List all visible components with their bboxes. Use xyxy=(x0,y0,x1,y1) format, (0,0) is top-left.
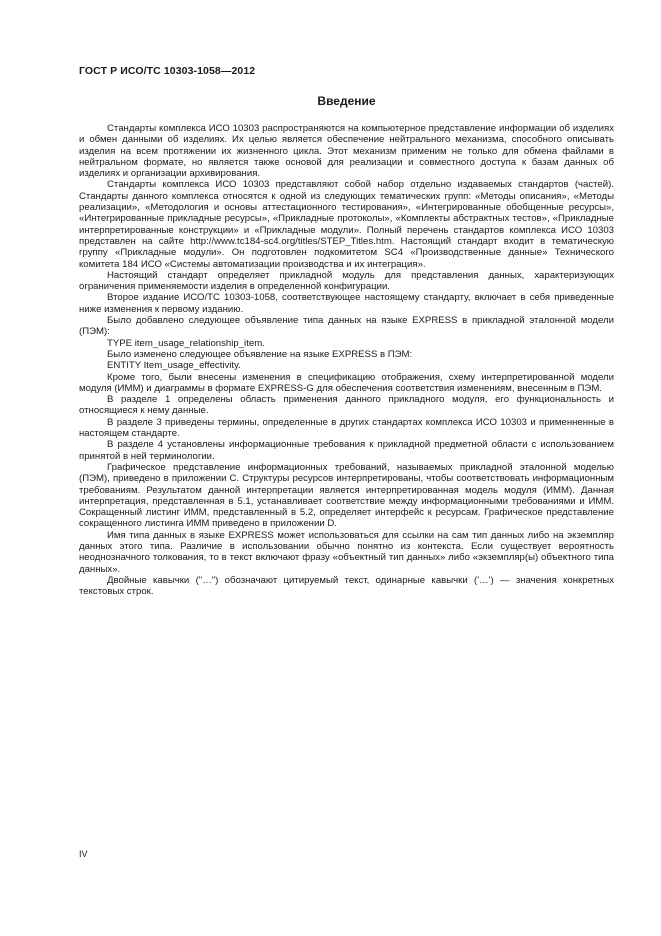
paragraph-5: Было добавлено следующее объявление типа данных на языке EXPRESS в прикладной эталонной модели (ПЭМ): xyxy=(79,315,614,338)
paragraph-11: Графическое представление информационных требований, называемых прикладной эталонной моделью (ПЭМ), приведено в приложении С. Структуры ресурсов интерпретированы, чтобы соответствовать информационным требованиям. Результатом данной интерпретации является интерпретированная модель модуля (ИММ). Данная интерпретация, представленная в 5.1, устанавливает соответствие между информационными требованиями и ИММ. Сокращенный листинг ИММ, представленный в 5.2, определяет интерфейс к ресурсам. Графическое представление сокращенного листинга ИММ приведено в приложении D. xyxy=(79,461,614,530)
paragraph-4: Второе издание ИСО/ТС 10303-1058, соответствующее настоящему стандарту, включает в себя приведенные ниже изменения к первому изданию. xyxy=(79,292,614,315)
paragraph-8: В разделе 1 определены область применения данного прикладного модуля, его функциональность и относящиеся к нему данные. xyxy=(79,394,614,417)
paragraph-3: Настоящий стандарт определяет прикладной модуль для представления данных, характеризующих ограничения применяемости изделия в определенной конфигурации. xyxy=(79,269,614,293)
paragraph-9: В разделе 3 приведены термины, определенные в других стандартах комплекса ИСО 10303 и применненные в настоящем стандарте. xyxy=(79,416,614,440)
paragraph-1: Стандарты комплекса ИСО 10303 распространяются на компьютерное представление информации об изделиях и обмен данными об изделиях. Их целью является обеспечение нейтрального механизма, способного описывать изделия на всем протяжении их жизненного цикла. Этот механизм применим не только для обмена файлами в нейтральном формате, но является также основой для реализации и совместного доступа к базам данных об изделиях и организации архивирования. xyxy=(79,123,614,180)
paragraph-7: Кроме того, были внесены изменения в спецификацию отображения, схему интерпретированной модели модуля (ИММ) и диаграммы в формате EXPRESS-G для обеспечения соответствия изменениям, внесенным в ПЭМ. xyxy=(79,371,614,394)
paragraph-6: Было изменено следующее объявление на языке EXPRESS в ПЭМ: xyxy=(107,348,413,360)
paragraph-13: Двойные кавычки ("…") обозначают цитируемый текст, одинарные кавычки ('…') — значения конкретных текстовых строк. xyxy=(79,574,614,598)
express-entity-line: ENTITY Item_usage_effectivity. xyxy=(107,360,241,372)
document-header: ГОСТ Р ИСО/ТС 10303-1058—2012 xyxy=(79,65,256,77)
paragraph-12: Имя типа данных в языке EXPRESS может использоваться для ссылки на сам тип данных либо на экземпляр данных этого типа. Различие в использовании обычно понятно из контекста. Если существует вероятность неоднозначного толкования, то в текст включают фразу «объектный тип данных» либо «экземпляр(ы) объектного типа данных». xyxy=(79,529,614,575)
body-text xyxy=(79,123,614,597)
paragraph-2: Стандарты комплекса ИСО 10303 представляют собой набор отдельно издаваемых стандартов (частей). Стандарты данного комплекса относятся к одной из следующих тематических групп: «Методы описания», «Методы реализации», «Методология и основы аттестационного тестирования», «Интегрированные обобщенные ресурсы», «Интегрированные прикладные ресурсы», «Прикладные протоколы», «Комплекты абстрактных тестов», «Прикладные интерпретированные конструкции» и «Прикладные модули». Полный перечень стандартов комплекса ИСО 10303 представлен на сайте http://www.tc184-sc4.org/titles/STEP_Titles.htm. Настоящий стандарт входит в тематическую группу «Прикладные модули». Он подготовлен подкомитетом SC4 «Производственные данные» Технического комитета 184 ИСО «Системы автоматизации производства и их интеграция». xyxy=(79,179,614,270)
page-number: IV xyxy=(79,849,88,859)
paragraph-10: В разделе 4 установлены информационные требования к прикладной предметной области с использованием принятой в ней терминологии. xyxy=(79,439,614,462)
section-title: Введение xyxy=(317,94,376,108)
express-type-line: TYPE item_usage_relationship_item. xyxy=(107,337,265,349)
